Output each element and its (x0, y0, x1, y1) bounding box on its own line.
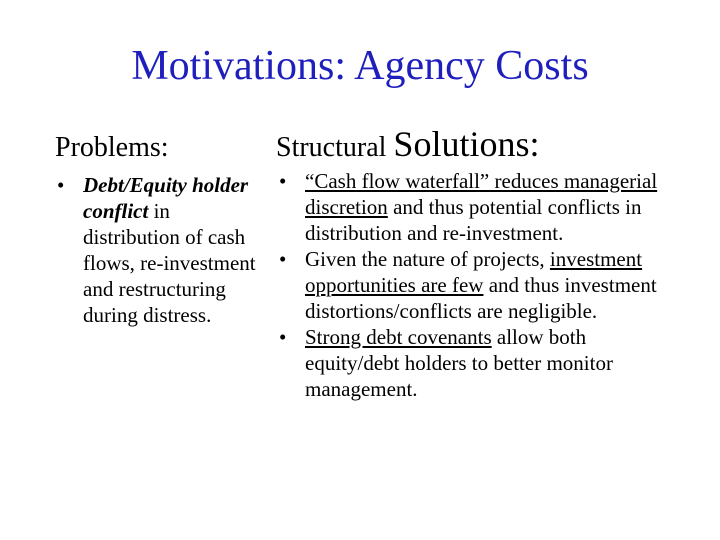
solution-underlined-text: investment opportunities are few (305, 247, 643, 297)
bullet-icon: • (57, 173, 65, 197)
solution-underlined-text: Strong debt covenants (305, 325, 492, 349)
solution-text: and thus potential conflicts in distribution and re-investment. (305, 195, 642, 245)
problems-list-item (57, 172, 267, 328)
bullet-icon: • (279, 325, 287, 349)
solutions-list-item (279, 168, 679, 246)
solutions-list-item (279, 246, 679, 324)
solution-text: and thus investment distortions/conflicts are negligible. (305, 273, 657, 323)
solutions-heading (276, 124, 539, 168)
solution-text: allow both equity/debt holders to better monitor management. (305, 325, 613, 401)
solutions-heading-small: Structural (276, 132, 387, 163)
problems-heading: Problems: (55, 132, 169, 163)
bullet-icon: • (279, 247, 287, 271)
solutions-list-item (279, 324, 679, 402)
bullet-icon: • (279, 169, 287, 193)
slide-title: Motivations: Agency Costs (131, 43, 589, 89)
solutions-heading-large: Solutions: (393, 124, 540, 164)
solution-underlined-text: “Cash flow waterfall” reduces managerial discretion (305, 169, 658, 219)
problems-list (57, 172, 267, 328)
solution-lead-text: Given the nature of projects, (305, 247, 550, 271)
solutions-list (279, 168, 679, 402)
problem-emphasis: Debt/Equity holder conflict (83, 173, 249, 223)
problem-text: in distribution of cash flows, re-investment and restructuring during distress. (83, 199, 256, 327)
